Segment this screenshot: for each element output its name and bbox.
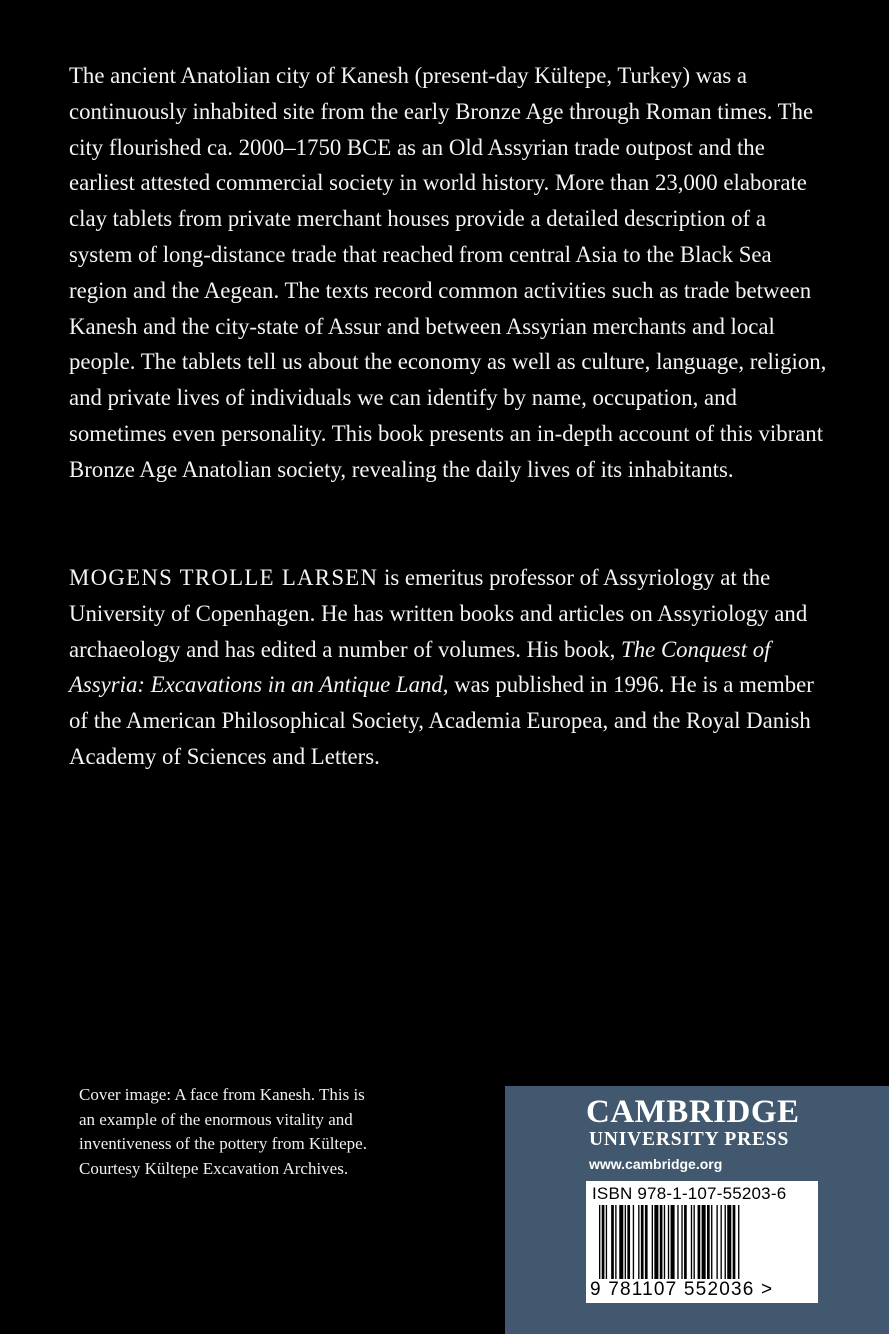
barcode-bar	[638, 1205, 639, 1279]
barcode-bar	[625, 1205, 626, 1279]
caption-line: inventiveness of the pottery from Kültepe.	[79, 1134, 367, 1153]
barcode-bar	[633, 1205, 634, 1279]
barcode-bar	[641, 1205, 644, 1279]
caption-line: Courtesy Kültepe Excavation Archives.	[79, 1158, 349, 1178]
caption-line: Cover image: A face from Kanesh. This is	[79, 1085, 365, 1104]
barcode-bar	[619, 1205, 623, 1279]
cover-image-caption	[79, 1083, 439, 1181]
barcode-box	[586, 1181, 818, 1303]
barcode-bar	[725, 1205, 726, 1279]
barcode-bar	[684, 1205, 687, 1279]
barcode-bar	[707, 1205, 710, 1279]
publisher-website: www.cambridge.org	[589, 1156, 723, 1172]
description-paragraph: The ancient Anatolian city of Kanesh (present-day Kültepe, Turkey) was a continuously inhabited site from the early Bronze Age through Roman times. The city flourished ca. 2000–1750 BCE as an Old Assyrian trade outpost and the earliest attested commercial society in world history. More than 23,000 elaborate clay tablets from private merchant houses provide a detailed description of a system of long-distance trade that reached from central Asia to the Black Sea region and the Aegean. The texts record common activities such as trade between Kanesh and the city-state of Assur and between Assyrian merchants and local people. The tablets tell us about the economy as well as culture, language, religion, and private lives of individuals we can identify by name, occupation, and sometimes even personality. This book presents an in-depth account of this vibrant Bronze Age Anatolian society, revealing the daily lives of its inhabitants.	[69, 63, 827, 482]
barcode-digits: 9 781107 552036 >	[590, 1279, 774, 1300]
barcode-bar	[727, 1205, 731, 1279]
caption-line: an example of the enormous vitality and	[79, 1109, 353, 1129]
barcode-bar	[668, 1205, 669, 1279]
barcode-bar	[660, 1205, 663, 1279]
barcode-bar	[733, 1205, 736, 1279]
author-bio	[69, 560, 829, 775]
barcode-bar	[677, 1205, 678, 1279]
barcode-bar	[694, 1205, 695, 1279]
barcode-bar	[711, 1205, 712, 1279]
publisher-panel	[505, 1086, 889, 1334]
barcode-bar	[645, 1205, 648, 1279]
book-title: The Conquest of Assyria: Excavations in an Antique Land	[69, 636, 771, 698]
barcode-bar	[654, 1205, 658, 1279]
barcode-bar	[606, 1205, 607, 1279]
author-name: MOGENS TROLLE LARSEN	[69, 565, 379, 590]
barcode-bar	[702, 1205, 706, 1279]
book-description	[69, 58, 829, 488]
author-bio-paragraph	[69, 560, 829, 775]
barcode-bar	[611, 1205, 614, 1279]
barcode-bar	[698, 1205, 701, 1279]
barcode-bar	[599, 1205, 600, 1279]
barcode-bar	[738, 1205, 739, 1279]
bio-text-part1: is emeritus professor of Assyriology at the University of Copenhagen. He has written books and articles on Assyriology and archaeology and has edited a number of volumes. His book,	[69, 565, 808, 662]
barcode-bar	[664, 1205, 665, 1279]
barcode-bar	[627, 1205, 630, 1279]
barcode-bar	[671, 1205, 675, 1279]
publisher-logo-name: CAMBRIDGE	[586, 1094, 800, 1130]
barcode-bar	[602, 1205, 605, 1279]
barcode-bar	[691, 1205, 692, 1279]
publisher-subtitle: UNIVERSITY PRESS	[589, 1129, 790, 1150]
isbn-label: ISBN 978-1-107-55203-6	[592, 1184, 787, 1203]
barcode-icon	[593, 1205, 811, 1279]
barcode-bar	[681, 1205, 682, 1279]
barcode-bar	[716, 1205, 717, 1279]
barcode-bar	[721, 1205, 722, 1279]
barcode-bar	[652, 1205, 653, 1279]
barcode-bar	[615, 1205, 616, 1279]
bio-text-part2: , was published in 1996. He is a member of the American Philosophical Society, Academia Europea, and the Royal Danish Academy of Sciences and Letters.	[69, 672, 814, 769]
